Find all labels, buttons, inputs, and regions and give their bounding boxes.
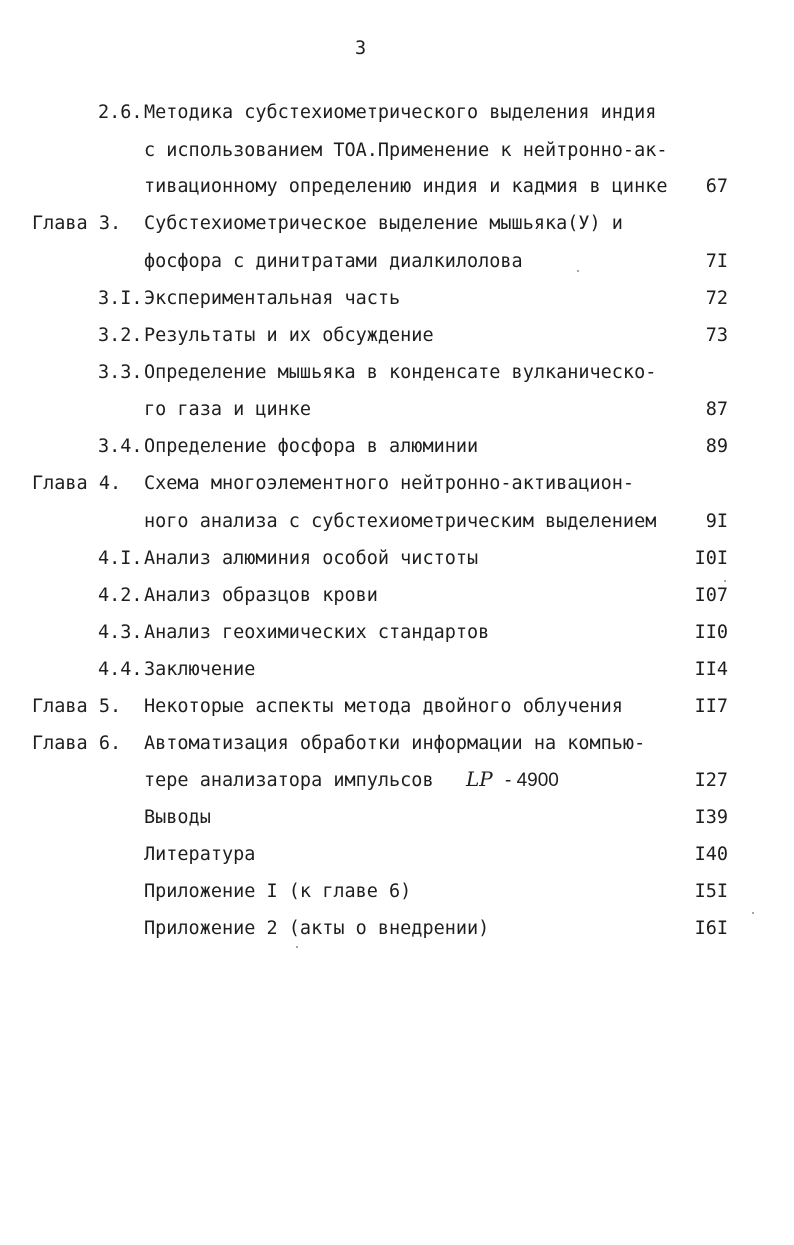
toc-entry-title: Результаты и их обсуждение xyxy=(144,325,434,346)
toc-entry-page: II0 xyxy=(694,622,728,643)
toc-entry-page: I0I xyxy=(694,548,728,569)
toc-entry-title: Анализ алюминия особой чистоты xyxy=(144,548,479,569)
toc-entry-number: 3.4. xyxy=(98,436,143,457)
toc-entry-page: II4 xyxy=(694,659,728,680)
scan-speck xyxy=(296,946,298,948)
toc-entry-title: тивационному определению индия и кадмия в цинке xyxy=(144,176,668,197)
toc-entry-title: фосфора с динитратами диалкилолова xyxy=(144,251,523,272)
toc-entry-page: I6I xyxy=(694,918,728,939)
model-suffix: - 4900 xyxy=(505,770,559,791)
toc-entry-number: 4.3. xyxy=(98,622,143,643)
toc-entry-title: Определение мышьяка в конденсате вулканическо- xyxy=(144,362,657,383)
toc-entry-title: Литература xyxy=(144,844,256,865)
scan-speck xyxy=(752,912,754,914)
toc-entry-title: ного анализа с субстехиометрическим выделением xyxy=(144,511,657,532)
toc-entry-title: Выводы xyxy=(144,807,211,828)
toc-entry-title: Некоторые аспекты метода двойного облучения xyxy=(144,696,623,717)
toc-entry-page: 9I xyxy=(705,511,728,532)
toc-entry-page: I27 xyxy=(694,770,728,791)
toc-entry-page: 73 xyxy=(705,325,728,346)
toc-entry-title: го газа и цинке xyxy=(144,399,312,420)
toc-entry-page: 87 xyxy=(705,399,728,420)
toc-entry-title: Методика субстехиометрического выделения индия xyxy=(144,102,657,123)
toc-entry-number: 4.2. xyxy=(98,585,143,606)
toc-entry-title: Схема многоэлементного нейтронно-активацион- xyxy=(144,473,635,494)
toc-entry-title: Анализ геохимических стандартов xyxy=(144,622,490,643)
toc-entry-number: 2.6. xyxy=(98,102,143,123)
scan-speck xyxy=(577,270,579,272)
toc-entry-number: 3.2. xyxy=(98,325,143,346)
toc-entry-page: I40 xyxy=(694,844,728,865)
toc-entry-page: 67 xyxy=(705,176,728,197)
toc-entry-title: Приложение I (к главе 6) xyxy=(144,881,412,902)
toc-entry-number: 4.I. xyxy=(98,548,143,569)
toc-chapter-label: Глава 4. xyxy=(32,473,122,494)
toc-entry-title: Автоматизация обработки информации на компью- xyxy=(144,733,646,754)
toc-chapter-label: Глава 6. xyxy=(32,733,122,754)
toc-entry-page: 89 xyxy=(705,436,728,457)
toc-entry-page: 7I xyxy=(705,251,728,272)
scan-speck xyxy=(724,580,726,582)
toc-entry-title: с использованием ТОА.Применение к нейтронно-ак- xyxy=(144,140,668,161)
toc-entry-page: 72 xyxy=(705,288,728,309)
toc-entry-title: Заключение xyxy=(144,659,256,680)
toc-entry-title: Определение фосфора в алюминии xyxy=(144,436,479,457)
toc-entry-page: I39 xyxy=(694,807,728,828)
toc-chapter-label: Глава 5. xyxy=(32,696,122,717)
toc-entry-number: 4.4. xyxy=(98,659,143,680)
toc-entry-page: II7 xyxy=(694,696,728,717)
toc-entry-title: Приложение 2 (акты о внедрении) xyxy=(144,918,490,939)
toc-entry-number: 3.I. xyxy=(98,288,143,309)
toc-entry-number: 3.3. xyxy=(98,362,143,383)
handwritten-model-prefix: LP xyxy=(466,767,493,791)
toc-chapter-label: Глава 3. xyxy=(32,213,122,234)
toc-entry-title: Анализ образцов крови xyxy=(144,585,378,606)
toc-entry-page: I5I xyxy=(694,881,728,902)
toc-entry-title: Экспериментальная часть xyxy=(144,288,401,309)
toc-entry-title: Субстехиометрическое выделение мышьяка(У) и xyxy=(144,213,623,234)
toc-entry-title: тере анализатора импульсов xyxy=(144,770,434,791)
page-number: 3 xyxy=(355,38,367,59)
toc-entry-page: I07 xyxy=(694,585,728,606)
